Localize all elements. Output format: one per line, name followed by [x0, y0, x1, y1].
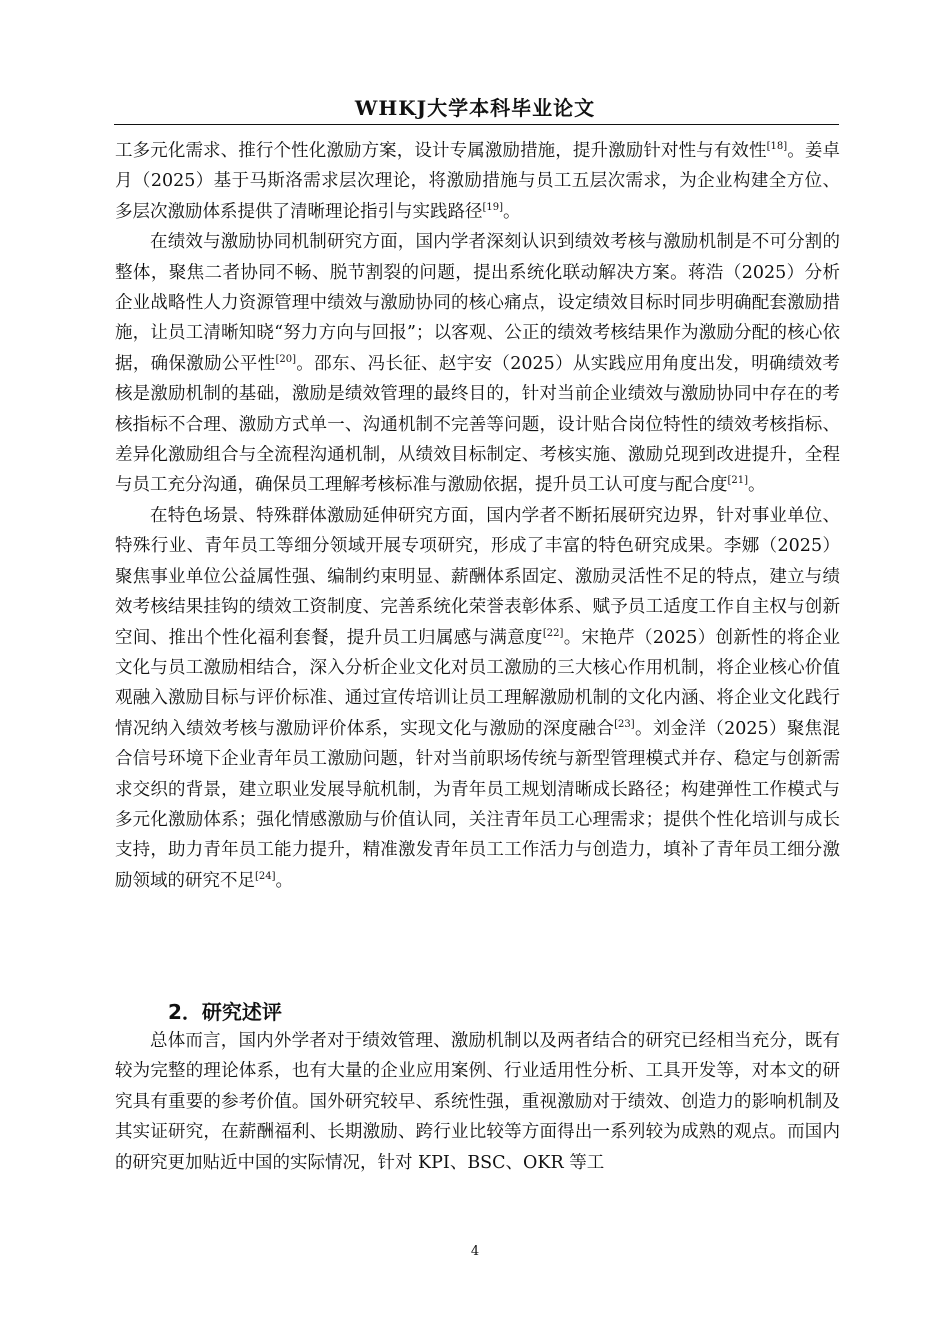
paragraph-2-text: 在绩效与激励协同机制研究方面，国内学者深刻认识到绩效考核与激励机制是不可分割的整体，聚焦二者协同不畅、脱节割裂的问题，提出系统化联动解决方案。蒋浩（2025）分析企业战略性人力资源管理中绩效与激励协同的核心痛点，设定绩效目标时同步明确配套激励措施，让员工清晰知晓“努力方向与回报”；以客观、公正的绩效考核结果作为激励分配的核心依据，确保激励公平性	[115, 232, 840, 374]
paragraph-3-tail: 。宋艳芹（2025）创新性的将企业文化与员工激励相结合，深入分析企业文化对员工激励的三大核心作用机制，将企业核心价值观融入激励目标与评价标准、通过宣传培训让员工理解激励机制的文化内涵、将企业文化践行情况纳入绩效考核与激励评价体系，实现文化与激励的深度融合	[115, 627, 840, 739]
paragraph-1-tail: 。姜卓月（2025）基于马斯洛需求层次理论，将激励措施与员工五层次需求，为企业构建全方位、多层次激励体系提供了清晰理论指引与实践路径	[115, 141, 841, 222]
citation-21: [21]	[727, 475, 749, 487]
header-rule	[114, 124, 839, 125]
paragraph-3-text: 在特色场景、特殊群体激励延伸研究方面，国内学者不断拓展研究边界，针对事业单位、特殊行业、青年员工等细分领域开展专项研究，形成了丰富的特色研究成果。李娜（2025）聚焦事业单位公益属性强、编制约束明显、薪酬体系固定、激励灵活性不足的特点，建立与绩效考核结果挂钩的绩效工资制度、完善系统化荣誉表彰体系、赋予员工适度工作自主权与创新空间、推出个性化福利套餐，提升员工归属感与满意度	[115, 505, 840, 648]
citation-18: [18]	[766, 141, 788, 153]
main-body	[115, 136, 840, 896]
paragraph-2	[115, 227, 840, 501]
paragraph-2-tail: 。邵东、冯长征、赵宇安（2025）从实践应用角度出发，明确绩效考核是激励机制的基础，激励是绩效管理的最终目的，针对当前企业绩效与激励协同中存在的考核指标不合理、激励方式单一、沟通机制不完善等问题，设计贴合岗位特性的绩效考核指标、差异化激励组合与全流程沟通机制，从绩效目标制定、考核实施、激励兑现到改进提升，全程与员工充分沟通，确保员工理解考核标准与激励依据，提升员工认可度与配合度	[115, 353, 840, 496]
paragraph-1-tail2: 。	[503, 201, 521, 222]
paragraph-3-tail2: 。刘金洋（2025）聚焦混合信号环境下企业青年员工激励问题，针对当前职场传统与新型管理模式并存、稳定与创新需求交织的背景，建立职业发展导航机制，为青年员工规划清晰成长路径；构建弹性工作模式与多元化激励体系；强化情感激励与价值认同，关注青年员工心理需求；提供个性化培训与成长支持，助力青年员工能力提升，精准激发青年员工工作活力与创造力，填补了青年员工细分激励领域的研究不足	[115, 718, 840, 891]
page-number: 4	[470, 1244, 480, 1259]
citation-19: [19]	[482, 201, 504, 213]
review-body	[115, 1026, 840, 1178]
paragraph-3	[115, 501, 840, 896]
paragraph-1	[115, 136, 840, 227]
paragraph-2-tail2: 。	[748, 475, 766, 496]
paragraph-3-tail3: 。	[275, 870, 294, 891]
section-heading: 2．研究述评	[168, 1000, 282, 1024]
citation-20: [20]	[275, 354, 296, 366]
citation-24: [24]	[255, 870, 276, 882]
page-header-title: WHKJ大学本科毕业论文	[354, 96, 596, 120]
review-paragraph: 总体而言，国内外学者对于绩效管理、激励机制以及两者结合的研究已经相当充分，既有较为完整的理论体系，也有大量的企业应用案例、行业适用性分析、工具开发等，对本文的研究具有重要的参考价值。国外研究较早、系统性强，重视激励对于绩效、创造力的影响机制及其实证研究，在薪酬福利、长期激励、跨行业比较等方面得出一系列较为成熟的观点。而国内的研究更加贴近中国的实际情况，针对 KPI、BSC、OKR 等工	[115, 1031, 840, 1173]
citation-22: [22]	[542, 627, 564, 639]
citation-23: [23]	[614, 718, 635, 730]
paragraph-1-text: 工多元化需求、推行个性化激励方案，设计专属激励措施，提升激励针对性与有效性	[115, 141, 767, 161]
